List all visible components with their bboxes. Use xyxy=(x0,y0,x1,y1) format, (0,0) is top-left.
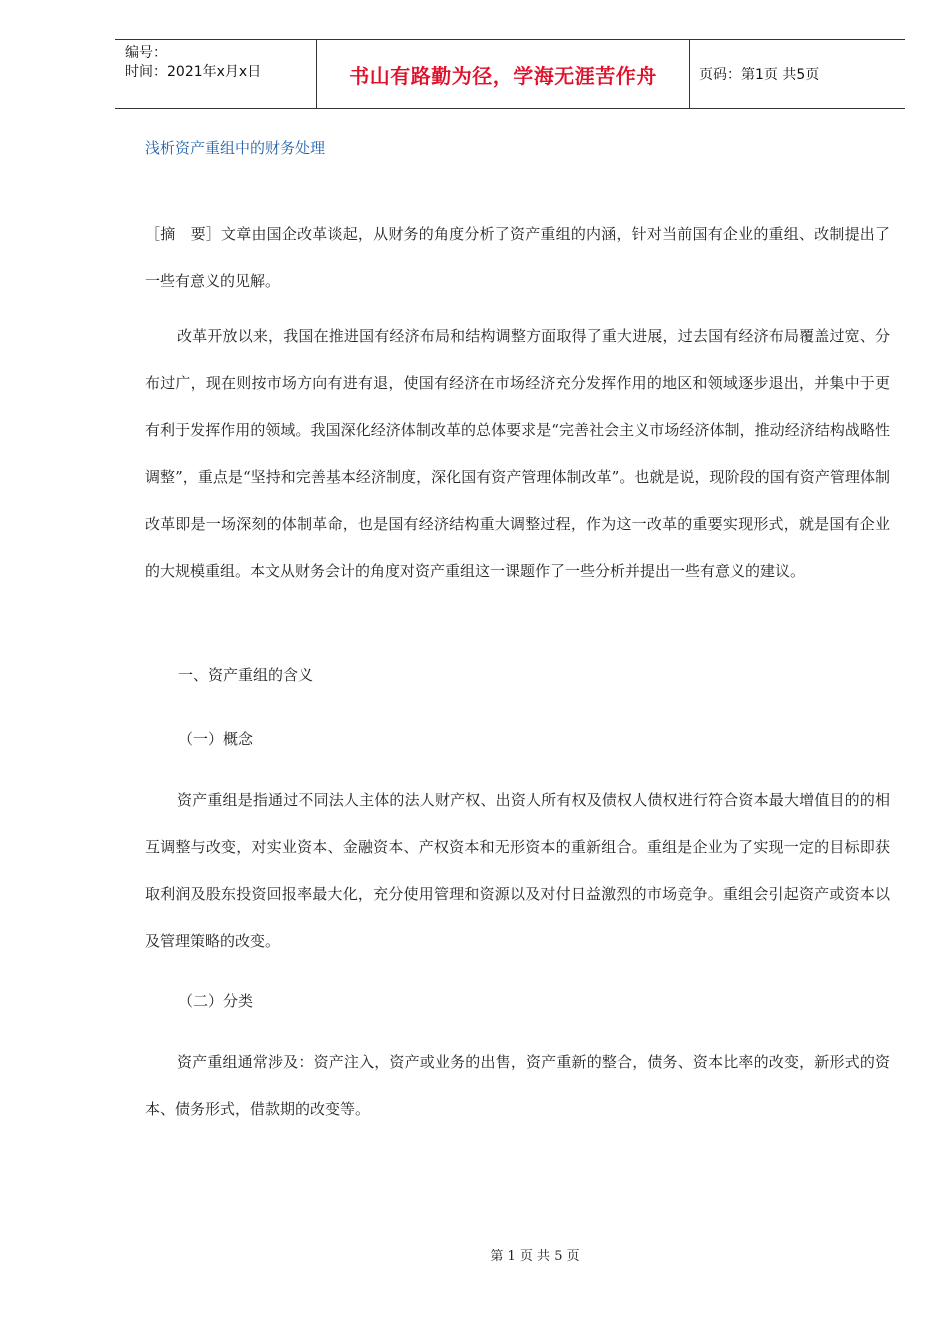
abstract-paragraph: ［摘 要］文章由国企改革谈起，从财务的角度分析了资产重组的内涵，针对当前国有企业的重组、改制提出了一些有意义的见解。 xyxy=(145,225,890,290)
sub1-heading: （一）概念 xyxy=(178,730,254,748)
page-info: 页码：第1页 共5页 xyxy=(699,67,820,83)
article-title: 浅析资产重组中的财务处理 xyxy=(145,139,326,157)
header-meta xyxy=(115,40,316,108)
page-footer: 第 1 页 共 5 页 xyxy=(490,1249,580,1264)
header-table xyxy=(115,39,905,109)
motto: 书山有路勤为径，学海无涯苦作舟 xyxy=(349,63,657,88)
sub2-heading: （二）分类 xyxy=(178,992,254,1010)
section1-heading: 一、资产重组的含义 xyxy=(178,666,314,684)
time-label: 时间：2021年x月x日 xyxy=(125,64,262,80)
header-page-info xyxy=(690,40,905,108)
header-motto-cell xyxy=(316,40,690,108)
sub2-paragraph: 资产重组通常涉及：资产注入，资产或业务的出售，资产重新的整合，债务、资本比率的改变，新形式的资本、债务形式，借款期的改变等。 xyxy=(145,1053,890,1118)
sub1-paragraph: 资产重组是指通过不同法人主体的法人财产权、出资人所有权及债权人债权进行符合资本最大增值目的的相互调整与改变，对实业资本、金融资本、产权资本和无形资本的重新组合。重组是企业为了实现一定的目标即获取利润及股东投资回报率最大化，充分使用管理和资源以及对付日益激烈的市场竞争。重组会引起资产或资本以及管理策略的改变。 xyxy=(145,791,890,950)
intro-paragraph: 改革开放以来，我国在推进国有经济布局和结构调整方面取得了重大进展，过去国有经济布局覆盖过宽、分布过广，现在则按市场方向有进有退，使国有经济在市场经济充分发挥作用的地区和领域逐步退出，并集中于更有利于发挥作用的领域。我国深化经济体制改革的总体要求是“完善社会主义市场经济体制，推动经济结构战略性调整”，重点是“坚持和完善基本经济制度，深化国有资产管理体制改革”。也就是说，现阶段的国有资产管理体制改革即是一场深刻的体制革命，也是国有经济结构重大调整过程，作为这一改革的重要实现形式，就是国有企业的大规模重组。本文从财务会计的角度对资产重组这一课题作了一些分析并提出一些有意义的建议。 xyxy=(145,327,890,580)
number-label: 编号： xyxy=(125,45,167,61)
